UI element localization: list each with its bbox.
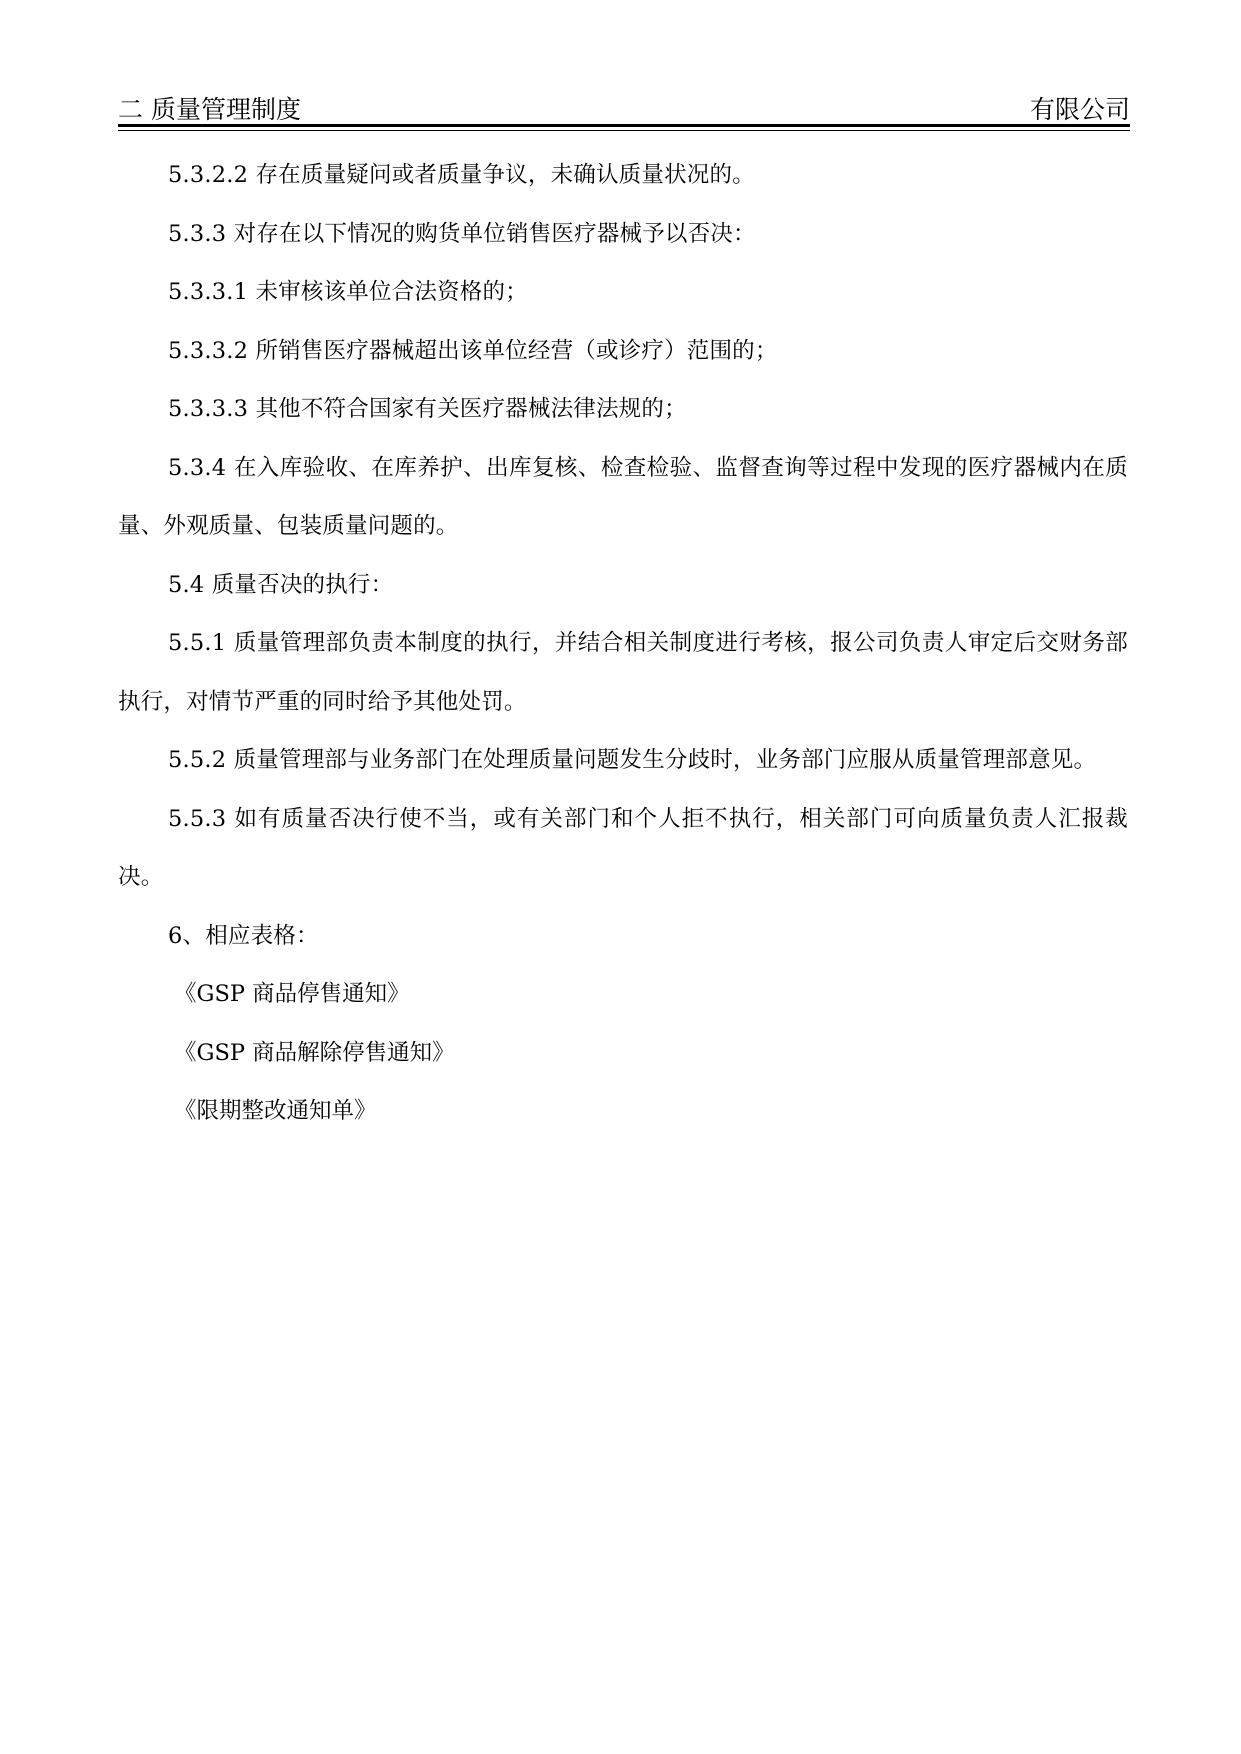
paragraph-5-5-1: 5.5.1 质量管理部负责本制度的执行，并结合相关制度进行考核，报公司负责人审定后交财务部执行，对情节严重的同时给予其他处罚。 xyxy=(118,630,1128,715)
header-section-title: 二 质量管理制度 xyxy=(118,95,301,124)
paragraph-5-3-3-1: 5.3.3.1 未审核该单位合法资格的； xyxy=(168,279,528,305)
paragraph-5-4: 5.4 质量否决的执行： xyxy=(168,571,394,598)
page-header xyxy=(118,86,1130,124)
paragraph-5-3-4: 5.3.4 在入库验收、在库养护、出库复核、检查检验、监督查询等过程中发现的医疗器械内在质量、外观质量、包装质量问题的。 xyxy=(118,454,1128,539)
header-company-name: 有限公司 xyxy=(1029,95,1130,124)
paragraph-5-3-2-2: 5.3.2.2 存在质量疑问或者质量争议，未确认质量状况的。 xyxy=(168,162,755,188)
document-body xyxy=(118,146,1128,1141)
paragraph-5-3-3: 5.3.3 对存在以下情况的购货单位销售医疗器械予以否决： xyxy=(168,220,756,247)
form-item: 《GSP 商品停售通知》 xyxy=(174,981,410,1007)
header-rule-thick xyxy=(118,124,1130,127)
paragraph-5-3-3-3: 5.3.3.3 其他不符合国家有关医疗器械法律法规的； xyxy=(168,396,687,422)
form-item: 《GSP 商品解除停售通知》 xyxy=(174,1039,455,1066)
paragraph-5-5-3: 5.5.3 如有质量否决行使不当，或有关部门和个人拒不执行，相关部门可向质量负责人汇报裁决。 xyxy=(118,805,1128,890)
paragraph-section-6: 6、相应表格： xyxy=(168,922,319,949)
paragraph-5-5-2: 5.5.2 质量管理部与业务部门在处理质量问题发生分歧时，业务部门应服从质量管理部意见。 xyxy=(168,747,1097,773)
header-rule-thin xyxy=(118,130,1130,131)
form-item: 《限期整改通知单》 xyxy=(174,1098,377,1124)
paragraph-5-3-3-2: 5.3.3.2 所销售医疗器械超出该单位经营（或诊疗）范围的； xyxy=(168,337,778,364)
